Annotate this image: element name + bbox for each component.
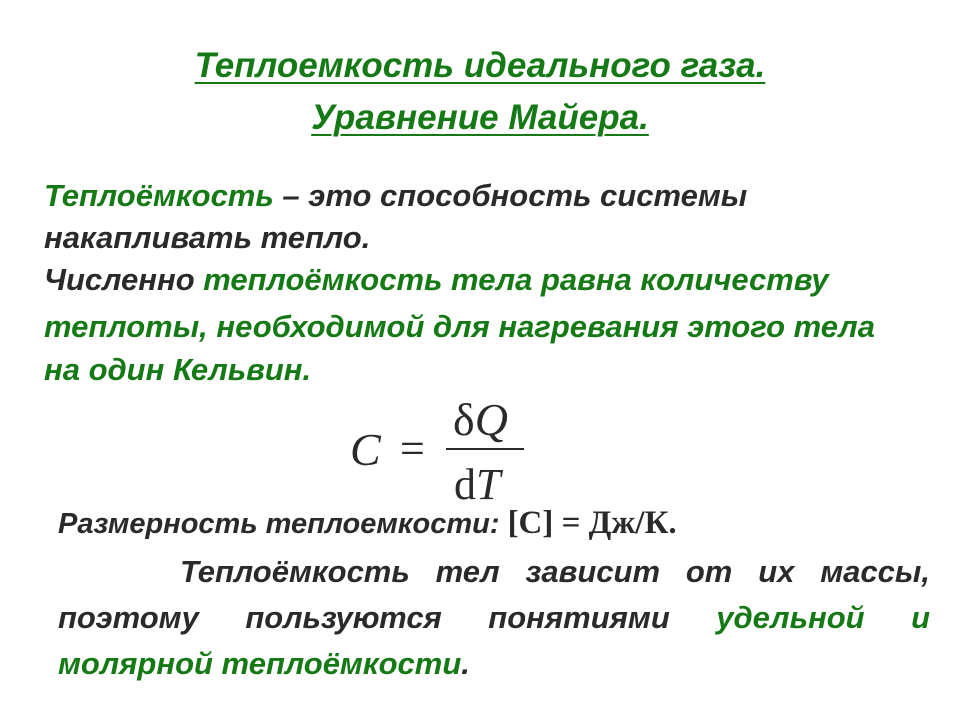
dimension-label: Размерность теплоемкости: bbox=[58, 508, 508, 540]
heat-capacity-formula bbox=[350, 395, 540, 507]
definition-term: Теплоёмкость bbox=[44, 178, 274, 213]
formula-numerator bbox=[453, 393, 508, 446]
mass-line-2 bbox=[58, 602, 930, 633]
dimension-value: [C] = Дж/К. bbox=[507, 505, 677, 541]
delta-symbol: δ bbox=[453, 394, 475, 445]
title-line-1: Теплоемкость идеального газа. bbox=[194, 46, 766, 85]
denominator-variable: T bbox=[476, 460, 501, 509]
mass-line-2-text: поэтому пользуются понятиями bbox=[58, 600, 717, 635]
fraction-bar bbox=[446, 448, 524, 450]
formula-denominator bbox=[454, 459, 500, 510]
definition-line-1 bbox=[44, 180, 747, 211]
numeric-line-2: теплоты, необходимой для нагревания этого тела bbox=[44, 309, 875, 344]
molar-heat-term: молярной теплоёмкости bbox=[58, 646, 462, 681]
mass-line-3-period: . bbox=[461, 646, 470, 681]
mass-line-3 bbox=[58, 648, 470, 679]
dimension-line bbox=[58, 505, 677, 542]
numeric-line-1 bbox=[44, 264, 829, 295]
numeric-line-3: на один Кельвин. bbox=[44, 352, 312, 387]
mass-line-1: Теплоёмкость тел зависит от их массы, bbox=[180, 554, 930, 589]
numerator-variable: Q bbox=[474, 394, 508, 445]
definition-text: – это способность системы bbox=[273, 178, 748, 213]
formula-lhs: C bbox=[350, 424, 381, 475]
specific-heat-term: удельной и bbox=[716, 600, 930, 635]
title-line-2: Уравнение Майера. bbox=[311, 98, 649, 137]
numeric-lead: Численно bbox=[44, 262, 204, 297]
differential-d: d bbox=[454, 460, 476, 509]
formula-equals: = bbox=[400, 424, 425, 473]
numeric-text-1: теплоёмкость тела равна количеству bbox=[203, 262, 829, 297]
definition-line-2: накапливать тепло. bbox=[44, 220, 371, 255]
